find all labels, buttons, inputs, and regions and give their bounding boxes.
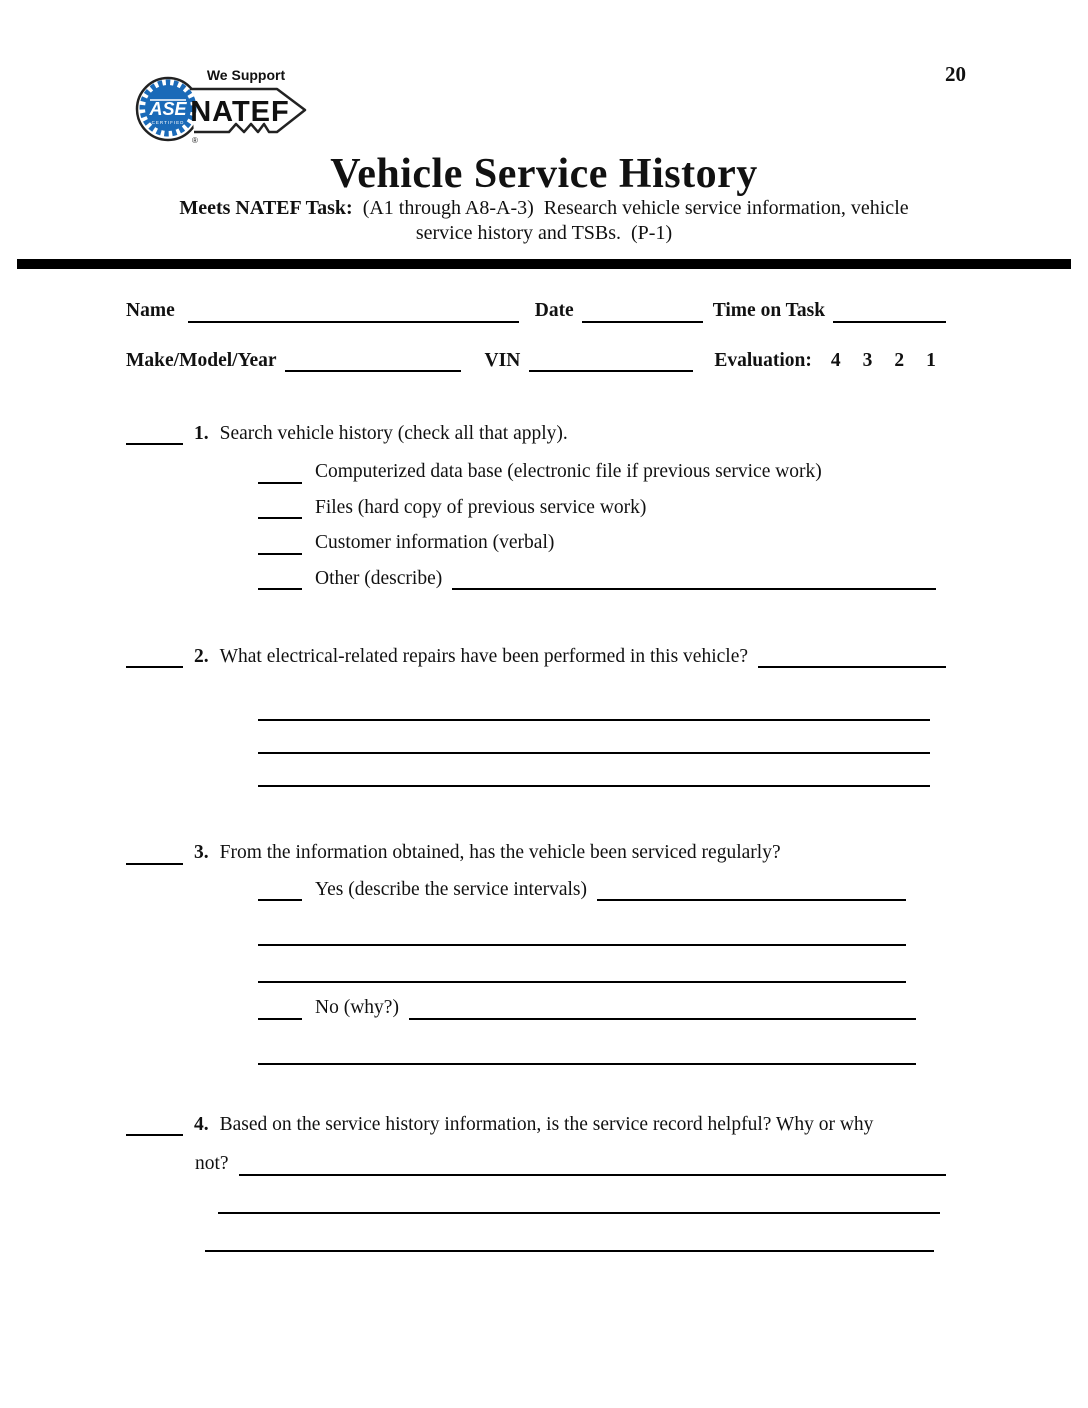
we-support-label: We Support: [206, 67, 286, 83]
question-4-head: [126, 1114, 946, 1136]
question-1-text: Search vehicle history (check all that apply).: [219, 422, 568, 444]
ase-text: ASE: [149, 99, 187, 119]
option-computerized-label: Computerized data base (electronic file if previous service work): [315, 461, 822, 483]
answer-line: [258, 946, 906, 983]
question-2-answer-lines: [258, 679, 946, 787]
option-customer-info-check-blank: [258, 553, 302, 555]
evaluation-3: 3: [862, 349, 873, 371]
question-1-score-blank: [126, 443, 183, 445]
answer-line: [258, 679, 930, 721]
question-1-head: [126, 423, 946, 445]
option-computerized: [258, 461, 946, 483]
make-model-year-blank: [285, 351, 461, 372]
question-2-answer-start-blank: [758, 647, 946, 668]
question-4-number: 4.: [194, 1113, 209, 1135]
option-files-check-blank: [258, 517, 302, 519]
answer-line: [205, 1214, 934, 1252]
natef-task-line-2: service history and TSBs. (P-1): [415, 222, 673, 245]
option-other: [258, 568, 946, 590]
option-no-label: No (why?): [315, 997, 399, 1019]
option-files: [258, 497, 946, 519]
answer-line: [258, 1020, 916, 1065]
divider-bar: [17, 259, 1071, 269]
natef-label: NATEF: [190, 96, 290, 128]
page-number: 20: [945, 62, 966, 86]
registered-mark: ®: [192, 136, 198, 145]
time-on-task-blank: [833, 301, 946, 322]
question-2-score-blank: [126, 666, 183, 668]
evaluation-label: Evaluation:: [714, 349, 812, 371]
question-2: [126, 646, 946, 787]
answer-line: [258, 721, 930, 754]
form-body: [126, 300, 946, 1251]
question-3: [126, 842, 946, 1064]
option-yes: [258, 879, 946, 901]
date-blank: [582, 301, 703, 322]
info-row-1: [126, 300, 946, 322]
option-other-check-blank: [258, 588, 302, 590]
option-yes-check-blank: [258, 899, 302, 901]
option-yes-label: Yes (describe the service intervals): [315, 878, 588, 900]
option-customer-info-label: Customer information (verbal): [315, 532, 555, 554]
evaluation-2: 2: [894, 349, 905, 371]
option-no-answer-blank: [409, 998, 916, 1019]
question-4-text-line-2: not?: [195, 1153, 229, 1175]
question-4-answer-lines: [218, 1176, 946, 1252]
vin-blank: [529, 351, 693, 372]
question-3-text: From the information obtained, has the vehicle been serviced regularly?: [219, 842, 781, 864]
question-2-head: [126, 646, 946, 668]
question-3-options: [258, 879, 946, 1065]
evaluation-1: 1: [926, 349, 936, 371]
answer-line: [218, 1176, 940, 1214]
question-4-answer-start-blank: [239, 1154, 946, 1175]
make-model-year-label: Make/Model/Year: [126, 349, 277, 371]
task-label: Meets NATEF Task:: [179, 197, 353, 220]
name-label: Name: [126, 300, 175, 322]
question-4-score-blank: [126, 1134, 183, 1136]
question-3-number: 3.: [194, 842, 209, 864]
time-on-task-label: Time on Task: [712, 300, 826, 322]
task-text-1: (A1 through A8-A-3) Research vehicle service information, vehicle: [352, 197, 909, 220]
option-other-describe-blank: [452, 569, 936, 590]
question-1: [126, 423, 946, 590]
question-1-number: 1.: [194, 422, 209, 444]
question-4-text-line-1: Based on the service history information, is the service record helpful? Why or why: [219, 1113, 874, 1135]
option-no-check-blank: [258, 1018, 302, 1020]
option-computerized-check-blank: [258, 482, 302, 484]
question-2-number: 2.: [194, 646, 209, 668]
question-4-continuation: [195, 1153, 946, 1175]
question-3-head: [126, 842, 946, 864]
question-1-options: [258, 461, 946, 590]
name-blank: [188, 301, 519, 322]
option-no: [258, 997, 946, 1019]
option-files-label: Files (hard copy of previous service work): [315, 496, 647, 518]
natef-task-line-1: [0, 196, 1088, 221]
question-2-text: What electrical-related repairs have been performed in this vehicle?: [219, 646, 749, 668]
option-other-label: Other (describe): [315, 567, 443, 589]
natef-key-logo: [128, 54, 314, 150]
natef-logo: [128, 54, 314, 155]
evaluation-4: 4: [830, 349, 841, 371]
ase-certified-text: CERTIFIED: [151, 120, 185, 125]
question-3-score-blank: [126, 863, 183, 865]
option-customer-info: [258, 532, 946, 554]
vin-label: VIN: [484, 349, 521, 371]
date-label: Date: [534, 300, 574, 322]
answer-line: [258, 901, 906, 946]
option-yes-answer-blank: [597, 880, 906, 901]
page-title: Vehicle Service History: [330, 151, 758, 197]
question-4: [126, 1114, 946, 1252]
info-row-2: [126, 350, 946, 372]
answer-line: [258, 754, 930, 787]
